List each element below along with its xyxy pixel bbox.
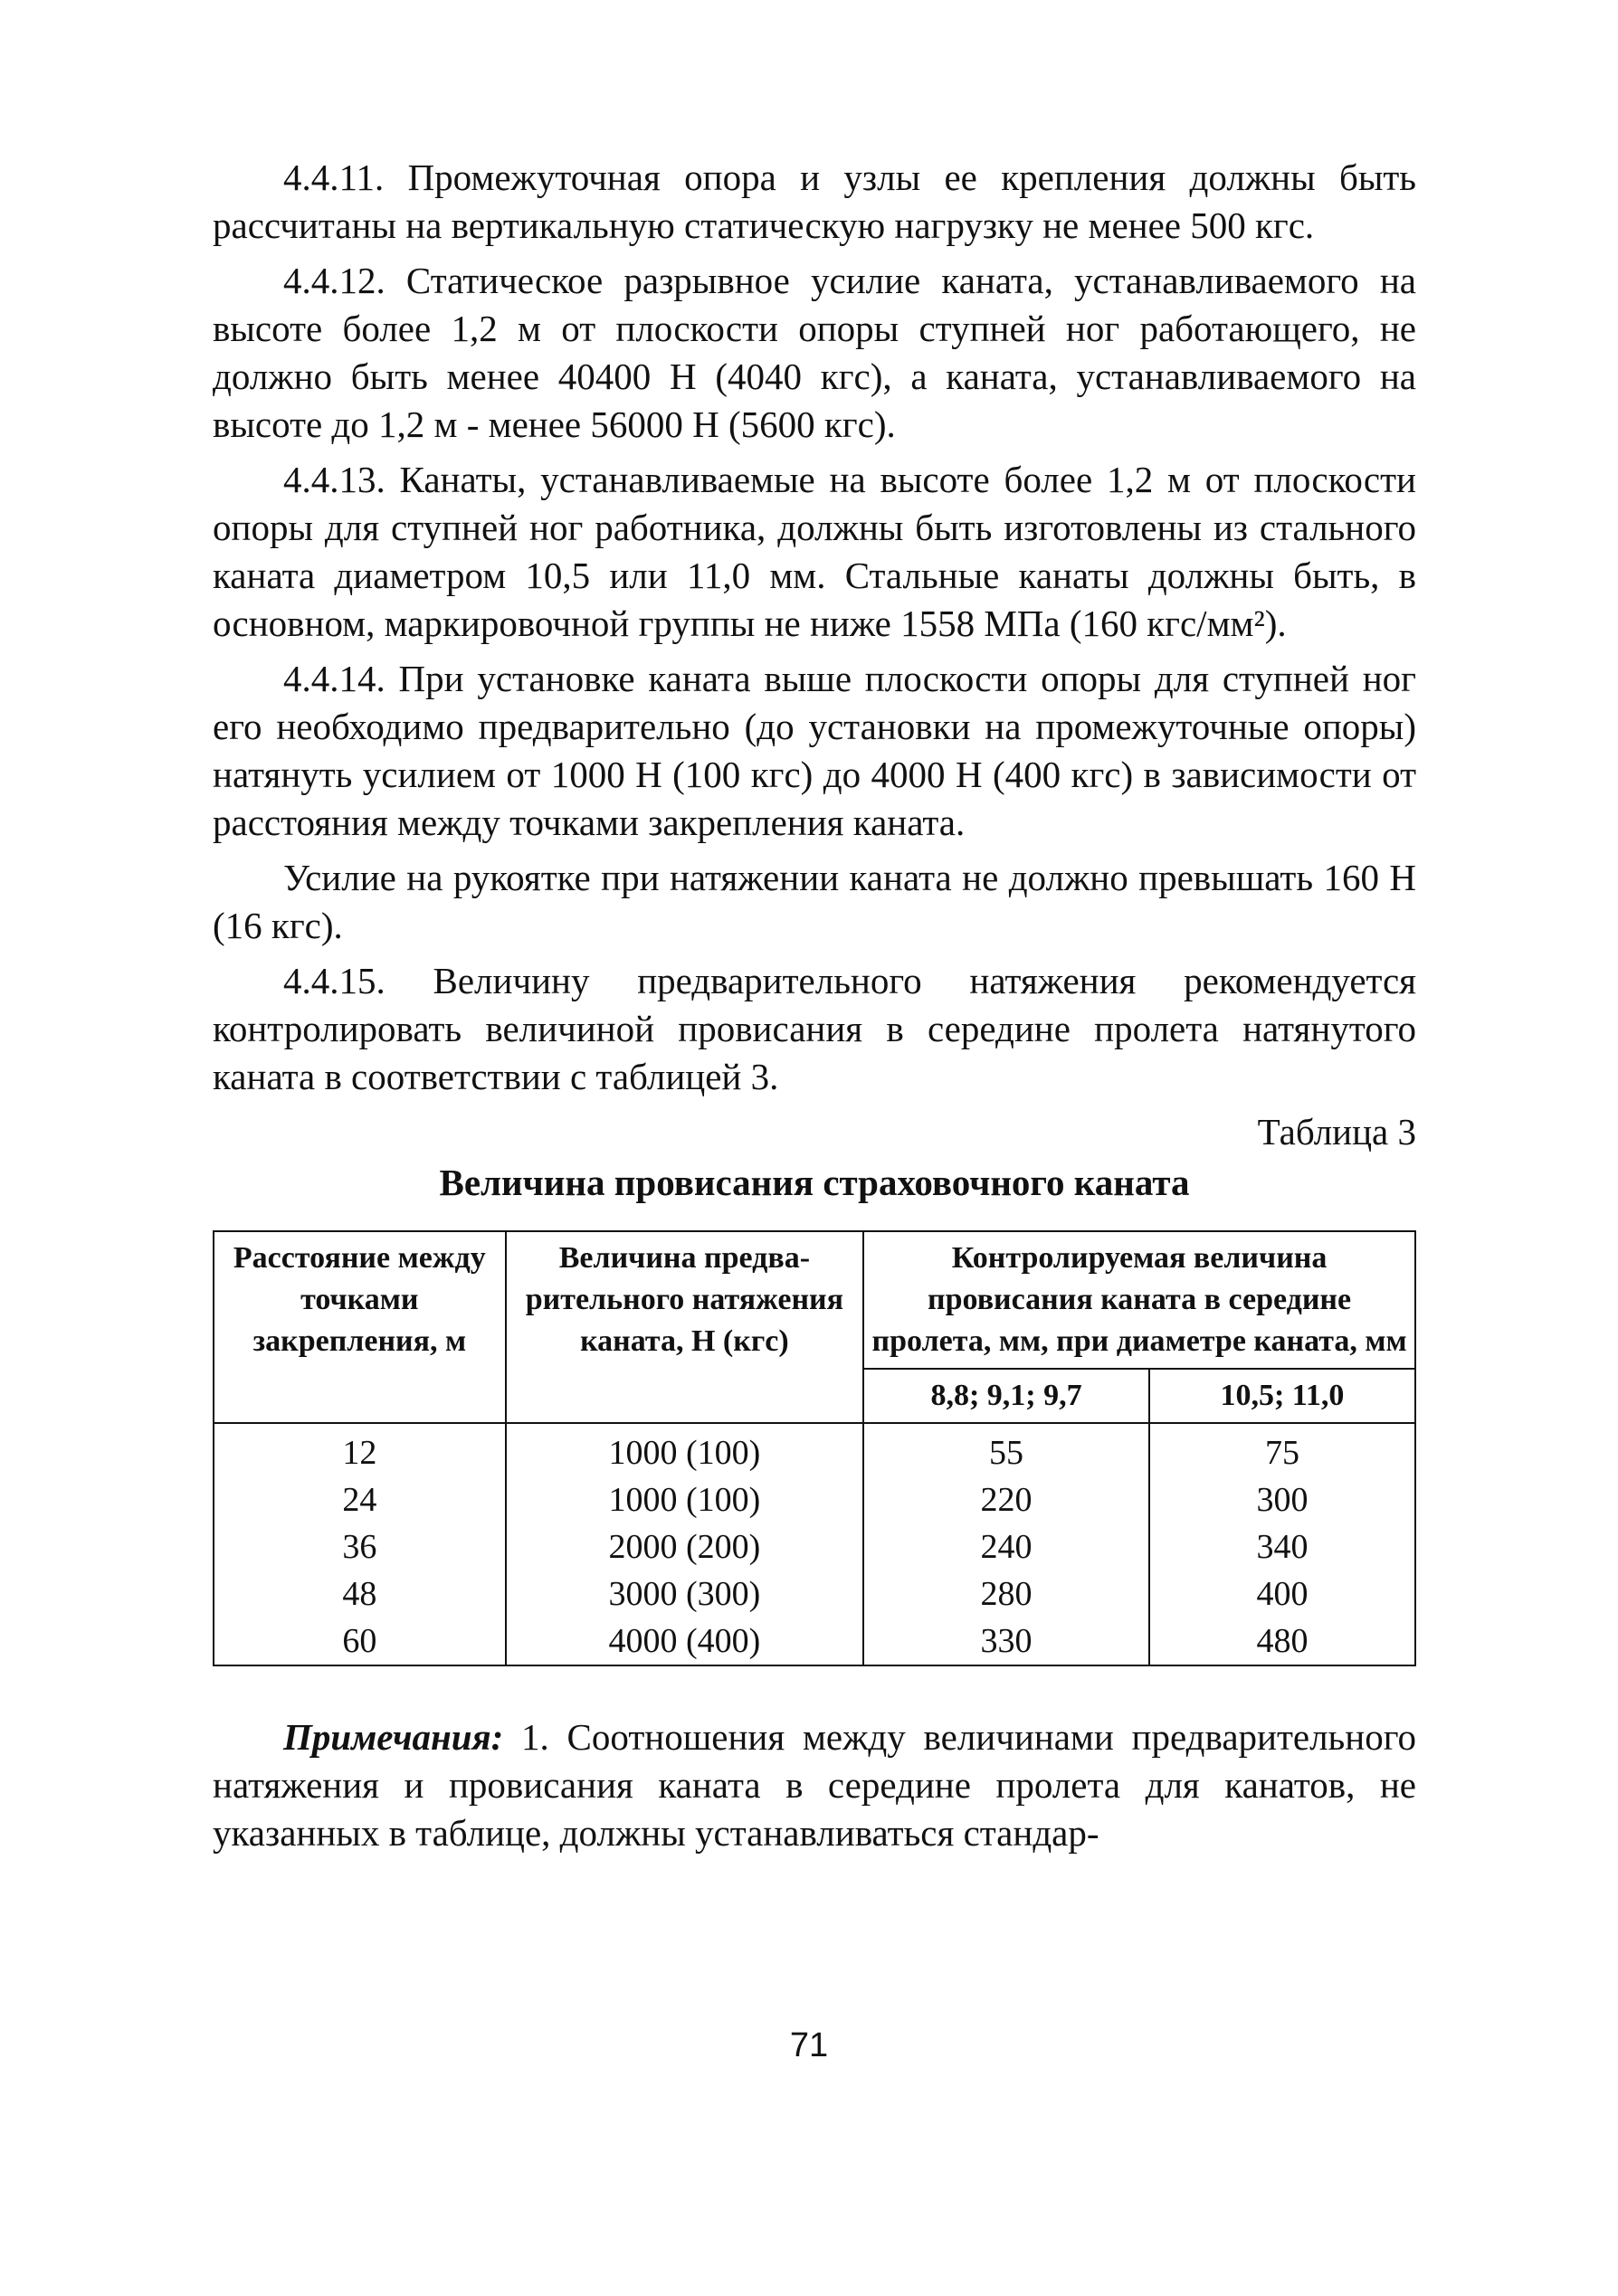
- paragraph-4-4-14: 4.4.14. При установке каната выше плоскости опоры для ступней ног его необходимо предварительно (до установки на промежуточные опоры) натянуть усилием от 1000 Н (100 кгс) до 4000 Н (400 кгс) в зависимости от расстояния между точками закрепления каната.: [213, 658, 1416, 843]
- table-title: Величина провисания страховочного каната: [439, 1162, 1190, 1203]
- page-number: 71: [789, 2026, 829, 2064]
- cell-sag-d2: 300: [1149, 1476, 1415, 1523]
- cell-sag-d2: 480: [1149, 1618, 1415, 1665]
- sag-table: [213, 1230, 1416, 1666]
- cell-sag-d1: 55: [863, 1423, 1149, 1476]
- cell-sag-d1: 330: [863, 1618, 1149, 1665]
- paragraph-4-4-12: 4.4.12. Статическое разрывное усилие каната, устанавливаемого на высоте более 1,2 м от плоскости опоры ступней ног работающего, не должно быть менее 40400 Н (4040 кгс), а каната, устанавливаемого на высоте до 1,2 м - менее 56000 Н (5600 кгс).: [213, 260, 1416, 445]
- header-sag-diameter-2: 10,5; 11,0: [1149, 1369, 1415, 1423]
- table-header-row: [214, 1231, 1415, 1369]
- cell-pretension: 3000 (300): [506, 1570, 864, 1618]
- header-sag-group: Контролируемая величина провисания каната в середине пролета, мм, при диаметре каната, мм: [863, 1231, 1415, 1369]
- paragraph-handle-effort: Усилие на рукоятке при натяжении каната не должно превышать 160 Н (16 кгс).: [213, 857, 1416, 946]
- cell-distance: 24: [214, 1476, 506, 1523]
- table-row: [214, 1423, 1415, 1476]
- header-pretension: Величина предварительного натяжения каната, Н (кгс): [506, 1231, 864, 1423]
- cell-distance: 48: [214, 1570, 506, 1618]
- cell-distance: 12: [214, 1423, 506, 1476]
- cell-sag-d1: 240: [863, 1523, 1149, 1570]
- cell-pretension: 2000 (200): [506, 1523, 864, 1570]
- notes-text: 1. Соотношения между величинами предварительного натяжения и провисания каната в середине пролета для канатов, не указанных в таблице, должны устанавливаться стандар-: [213, 1716, 1416, 1854]
- cell-distance: 36: [214, 1523, 506, 1570]
- document-page: [213, 154, 1416, 1894]
- paragraph-4-4-11: 4.4.11. Промежуточная опора и узлы ее крепления должны быть рассчитаны на вертикальную статическую нагрузку не менее 500 кгс.: [213, 157, 1416, 246]
- cell-sag-d2: 400: [1149, 1570, 1415, 1618]
- table-row: [214, 1523, 1415, 1570]
- cell-distance: 60: [214, 1618, 506, 1665]
- table-row: [214, 1570, 1415, 1618]
- notes-paragraph: [213, 1713, 1416, 1857]
- cell-sag-d1: 220: [863, 1476, 1149, 1523]
- header-distance: Расстояние между точками закрепления, м: [214, 1231, 506, 1423]
- cell-pretension: 1000 (100): [506, 1476, 864, 1523]
- cell-pretension: 4000 (400): [506, 1618, 864, 1665]
- cell-sag-d2: 75: [1149, 1423, 1415, 1476]
- cell-pretension: 1000 (100): [506, 1423, 864, 1476]
- paragraph-4-4-15: 4.4.15. Величину предварительного натяжения рекомендуется контролировать величиной провисания в середине пролета натянутого каната в соответствии с таблицей 3.: [213, 960, 1416, 1097]
- header-sag-diameter-1: 8,8; 9,1; 9,7: [863, 1369, 1149, 1423]
- notes-label: Примечания:: [283, 1716, 504, 1758]
- table-row: [214, 1476, 1415, 1523]
- cell-sag-d1: 280: [863, 1570, 1149, 1618]
- paragraph-4-4-13: 4.4.13. Канаты, устанавливаемые на высоте более 1,2 м от плоскости опоры для ступней ног работника, должны быть изготовлены из стального каната диаметром 10,5 или 11,0 мм. Стальные канаты должны быть, в основном, маркировочной группы не ниже 1558 МПа (160 кгс/мм²).: [213, 459, 1416, 644]
- cell-sag-d2: 340: [1149, 1523, 1415, 1570]
- table-row: [214, 1618, 1415, 1665]
- table-caption: Таблица 3: [1257, 1111, 1416, 1153]
